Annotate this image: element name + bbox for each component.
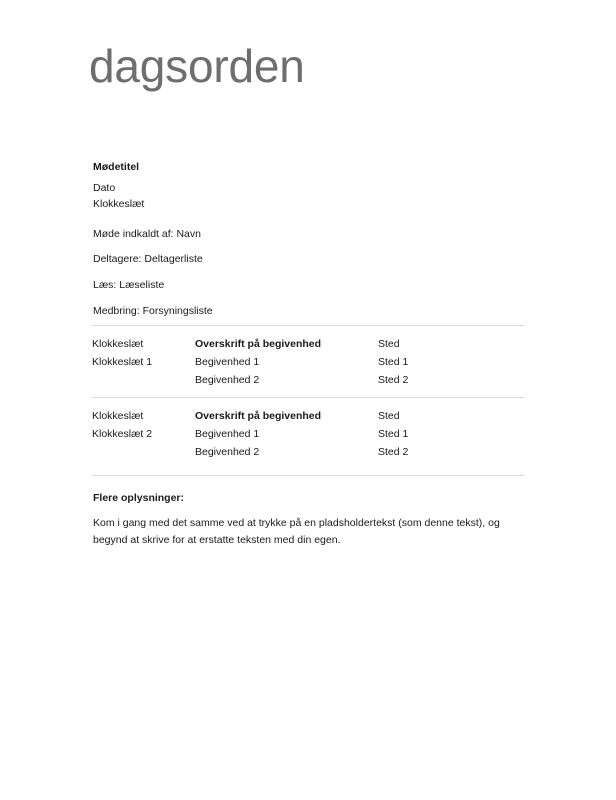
cell-time[interactable] <box>92 443 195 461</box>
more-info-heading[interactable]: Flere oplysninger: <box>93 492 185 504</box>
table-row[interactable] <box>92 425 525 443</box>
cell-time[interactable]: Klokkeslæt <box>92 410 144 422</box>
cell-event[interactable]: Begivenhed 1 <box>195 428 260 440</box>
cell-place[interactable]: Sted 1 <box>378 428 409 440</box>
cell-time[interactable]: Klokkeslæt <box>92 338 144 350</box>
cell-time[interactable]: Klokkeslæt 2 <box>92 428 153 440</box>
table-row[interactable] <box>92 335 525 353</box>
footer-divider <box>92 475 525 476</box>
table-row[interactable] <box>92 443 525 461</box>
more-info-body[interactable]: Kom i gang med det samme ved at trykke på en pladsholdertekst (som denne tekst), og begynd at skrive for at erstatte teksten med din egen. <box>93 516 500 546</box>
cell-place[interactable]: Sted <box>378 410 400 422</box>
cell-time[interactable]: Klokkeslæt 1 <box>92 356 153 368</box>
cell-event[interactable]: Begivenhed 2 <box>195 446 260 458</box>
cell-place[interactable]: Sted 1 <box>378 356 409 368</box>
agenda-block-2 <box>92 397 525 461</box>
page-title: dagsorden <box>89 40 305 92</box>
meeting-bring-list[interactable]: Medbring: Forsyningsliste <box>93 304 213 317</box>
meeting-organizer[interactable]: Møde indkaldt af: Navn <box>93 227 201 240</box>
meeting-header-block <box>93 160 533 320</box>
spacer <box>93 213 533 227</box>
meeting-title[interactable]: Mødetitel <box>93 161 140 173</box>
cell-event[interactable]: Begivenhed 2 <box>195 374 260 386</box>
table-row[interactable] <box>92 353 525 371</box>
table-row[interactable] <box>92 371 525 389</box>
cell-time[interactable] <box>92 371 195 389</box>
agenda-rows <box>92 398 525 461</box>
meeting-read-list[interactable]: Læs: Læseliste <box>93 279 165 292</box>
cell-event[interactable]: Begivenhed 1 <box>195 356 260 368</box>
cell-event[interactable]: Overskrift på begivenhed <box>195 410 322 422</box>
more-info-block <box>93 491 523 548</box>
agenda-block-1 <box>92 325 525 389</box>
cell-event[interactable]: Overskrift på begivenhed <box>195 338 322 350</box>
cell-place[interactable]: Sted 2 <box>378 374 409 386</box>
cell-place[interactable]: Sted <box>378 338 400 350</box>
cell-place[interactable]: Sted 2 <box>378 446 409 458</box>
agenda-rows <box>92 326 525 389</box>
meeting-attendees[interactable]: Deltagere: Deltagerliste <box>93 253 203 266</box>
meeting-date[interactable]: Dato <box>93 182 116 195</box>
meeting-time[interactable]: Klokkeslæt <box>93 197 145 210</box>
table-row[interactable] <box>92 407 525 425</box>
